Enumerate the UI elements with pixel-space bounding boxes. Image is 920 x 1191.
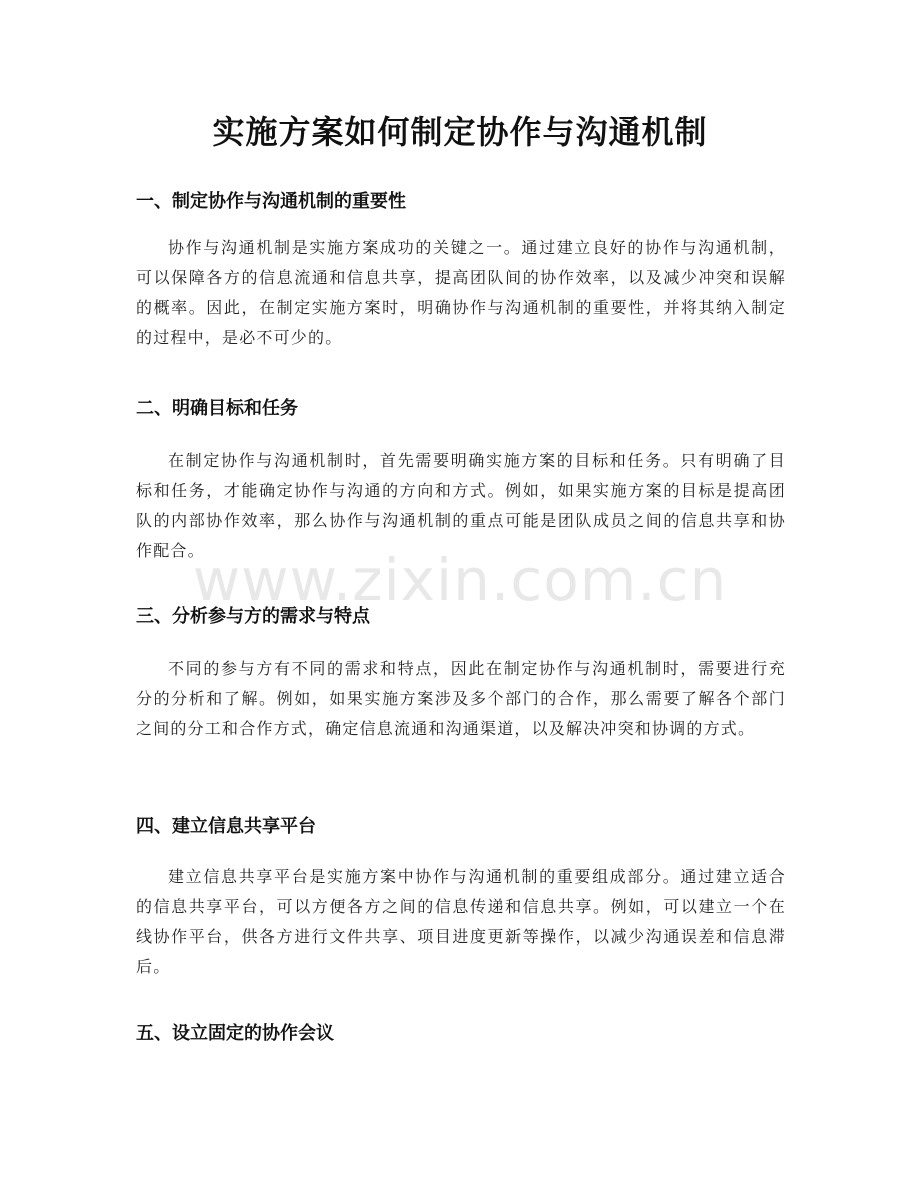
section-body-1: 协作与沟通机制是实施方案成功的关键之一。通过建立良好的协作与沟通机制，可以保障各方的信息流通和信息共享，提高团队间的协作效率，以及减少冲突和误解的概率。因此，在制定实施方案时，明确协作与沟通机制的重要性，并将其纳入制定的过程中，是必不可少的。	[136, 238, 786, 347]
section-heading-4: 四、建立信息共享平台	[136, 816, 316, 837]
watermark: www.zixin.com.cn	[192, 546, 728, 614]
section-heading-5: 五、设立固定的协作会议	[136, 1023, 334, 1044]
section-body-2: 在制定协作与沟通机制时，首先需要明确实施方案的目标和任务。只有明确了目标和任务，才能确定协作与沟通的方向和方式。例如，如果实施方案的目标是提高团队的内部协作效率，那么协作与沟通机制的重点可能是团队成员之间的信息共享和协作配合。	[136, 451, 786, 560]
document-title: 实施方案如何制定协作与沟通机制	[212, 113, 708, 151]
section-body-3: 不同的参与方有不同的需求和特点，因此在制定协作与沟通机制时，需要进行充分的分析和了解。例如，如果实施方案涉及多个部门的合作，那么需要了解各个部门之间的分工和合作方式，确定信息流通和沟通渠道，以及解决冲突和协调的方式。	[136, 659, 786, 738]
section-heading-1: 一、制定协作与沟通机制的重要性	[136, 191, 406, 212]
section-heading-3: 三、分析参与方的需求与特点	[136, 606, 370, 627]
section-body-4: 建立信息共享平台是实施方案中协作与沟通机制的重要组成部分。通过建立适合的信息共享平台，可以方便各方之间的信息传递和信息共享。例如，可以建立一个在线协作平台，供各方进行文件共享、项目进度更新等操作，以减少沟通误差和信息滞后。	[136, 867, 786, 976]
section-heading-2: 二、明确目标和任务	[136, 398, 298, 419]
